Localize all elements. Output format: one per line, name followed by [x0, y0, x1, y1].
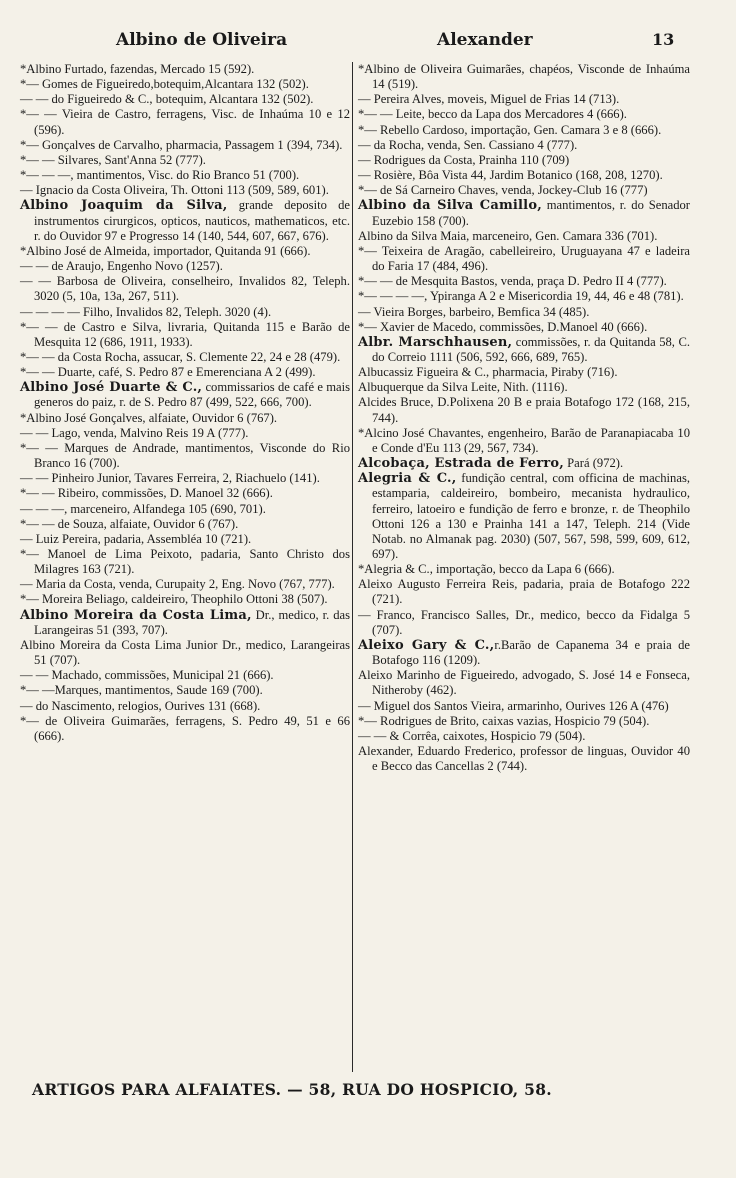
- header-right-guideword: Alexander: [437, 30, 533, 50]
- directory-entry: [358, 471, 690, 562]
- entry-text: *— — de Mesquita Bastos, venda, praça D. Pedro II 4 (777).: [358, 274, 667, 289]
- directory-entry: [358, 699, 690, 714]
- directory-entry: [20, 153, 350, 168]
- entry-text: *— Moreira Beliago, caldeireiro, Theophilo Ottoni 38 (507).: [20, 592, 328, 607]
- directory-entry: [20, 198, 350, 243]
- directory-entry: [358, 395, 690, 425]
- entry-text: *— — de Souza, alfaiate, Ouvidor 6 (767).: [20, 516, 239, 531]
- directory-entry: [20, 683, 350, 698]
- directory-entry: [358, 229, 690, 244]
- entry-text: *— — Ribeiro, commissões, D. Manoel 32 (666).: [20, 486, 273, 501]
- entry-text: — da Rocha, venda, Sen. Cassiano 4 (777).: [358, 137, 578, 152]
- column-divider: [352, 62, 353, 1072]
- directory-entry: [358, 426, 690, 456]
- directory-entry: [358, 577, 690, 607]
- directory-entry: [20, 305, 350, 320]
- directory-entry: [20, 699, 350, 714]
- entry-text: — do Nascimento, relogios, Ourives 131 (668).: [20, 698, 261, 713]
- entry-text: *Alcino José Chavantes, engenheiro, Barão de Paranapiacaba 10 e Conde d'Eu 113 (29, 567, 734).: [358, 425, 690, 455]
- entry-text: *Albino José de Almeida, importador, Quitanda 91 (666).: [20, 243, 311, 258]
- entry-text: grande deposito de instrumentos cirurgicos, opticos, nauticos, mathematicos, etc. r. do Ouvidor 97 e Progresso 14 (140, 544, 607, 667, 676).: [34, 198, 350, 243]
- directory-entry: [20, 244, 350, 259]
- directory-entry: [20, 608, 350, 638]
- entry-text: *Albino Furtado, fazendas, Mercado 15 (592).: [20, 62, 255, 76]
- entry-text: *— Manoel de Lima Peixoto, padaria, Santo Christo dos Milagres 163 (721).: [20, 547, 350, 577]
- entry-text: — — Lago, venda, Malvino Reis 19 A (777).: [20, 425, 249, 440]
- directory-entry: [358, 138, 690, 153]
- directory-entry: [358, 456, 690, 471]
- entry-text: *— — — —, Ypiranga A 2 e Misericordia 19, 44, 46 e 48 (781).: [358, 289, 684, 304]
- directory-entry: [358, 608, 690, 638]
- directory-entry: [20, 350, 350, 365]
- directory-entry: [20, 714, 350, 744]
- entry-text: — — de Araujo, Engenho Novo (1257).: [20, 259, 223, 274]
- entry-text: *— —Marques, mantimentos, Saude 169 (700).: [20, 683, 263, 698]
- entry-text: — Luiz Pereira, padaria, Assembléa 10 (721).: [20, 531, 252, 546]
- directory-entry: [20, 441, 350, 471]
- entry-text: *— de Oliveira Guimarães, ferragens, S. Pedro 49, 51 e 66 (666).: [20, 713, 350, 743]
- directory-entry: [358, 153, 690, 168]
- entry-text: *Alegria & C., importação, becco da Lapa 6 (666).: [358, 562, 615, 577]
- directory-entry: [20, 411, 350, 426]
- directory-entry: [358, 198, 690, 228]
- entry-text: — — & Corrêa, caixotes, Hospicio 79 (504).: [358, 728, 586, 743]
- entry-text: Dr., medico, r. das Larangeiras 51 (393, 707).: [34, 607, 350, 637]
- entry-text: *— — Silvares, Sant'Anna 52 (777).: [20, 152, 206, 167]
- entry-text: *— Xavier de Macedo, commissões, D.Manoel 40 (666).: [358, 319, 648, 334]
- entry-text: Aleixo Marinho de Figueiredo, advogado, S. José 14 e Fonseca, Nitheroby (462).: [358, 668, 690, 698]
- page-number: 13: [652, 30, 675, 49]
- entry-text: — Rosière, Bôa Vista 44, Jardim Botanico (168, 208, 1270).: [358, 168, 663, 183]
- entry-text: — — Pinheiro Junior, Tavares Ferreira, 2, Riachuelo (141).: [20, 471, 320, 486]
- entry-text: Aleixo Augusto Ferreira Reis, padaria, praia de Botafogo 222 (721).: [358, 577, 690, 607]
- entry-heading: Albino Joaquim da Silva,: [20, 198, 228, 214]
- left-column: [20, 62, 350, 744]
- entry-text: Albuquerque da Silva Leite, Nith. (1116).: [358, 380, 568, 395]
- directory-entry: [20, 380, 350, 410]
- entry-text: *— Teixeira de Aragão, cabelleireiro, Uruguayana 47 e ladeira do Faria 17 (484, 496).: [358, 243, 690, 274]
- entry-text: *— — —, mantimentos, Visc. do Rio Branco 51 (700).: [20, 168, 300, 183]
- header-left-guideword: Albino de Oliveira: [116, 30, 288, 50]
- directory-entry: [358, 168, 690, 183]
- entry-text: fundição central, com officina de machinas, estamparia, caldeireiro, bombeiro, mecanista hydraulico, ferreiro, latoeiro e fundição de ferro e bronze, r. de Theophilo Ottoni 126 a 130 e Prainha 141 a 147, Teleph. 214 (Vide Notab. no Almanak pag. 2030) (507, 567, 598, 599, 609, 612, 697).: [372, 471, 690, 561]
- running-head: [0, 30, 736, 54]
- entry-text: — Pereira Alves, moveis, Miguel de Frias 14 (713).: [358, 92, 620, 107]
- directory-entry: [358, 244, 690, 274]
- directory-entry: [20, 426, 350, 441]
- entry-text: Pará (972).: [564, 456, 624, 471]
- entry-text: — — Machado, commissões, Municipal 21 (666).: [20, 668, 274, 683]
- entry-text: — — do Figueiredo & C., botequim, Alcantara 132 (502).: [20, 92, 314, 107]
- directory-entry: [20, 320, 350, 350]
- directory-entry: [20, 274, 350, 304]
- entry-text: *— — de Castro e Silva, livraria, Quitanda 115 e Barão de Mesquita 12 (686, 1911, 1933).: [20, 319, 350, 349]
- directory-entry: [20, 638, 350, 668]
- entry-text: Alcides Bruce, D.Polixena 20 B e praia Botafogo 172 (168, 215, 744).: [358, 395, 690, 425]
- entry-text: *Albino de Oliveira Guimarães, chapéos, Visconde de Inhaúma 14 (519).: [358, 62, 690, 92]
- directory-entry: [358, 92, 690, 107]
- entry-text: — Franco, Francisco Salles, Dr., medico, becco da Fidalga 5 (707).: [358, 607, 690, 637]
- entry-text: *— — Leite, becco da Lapa dos Mercadores 4 (666).: [358, 107, 627, 122]
- entry-text: r.Barão de Capanema 34 e praia de Botafogo 116 (1209).: [372, 637, 691, 668]
- entry-heading: Alcobaça, Estrada de Ferro,: [358, 456, 565, 472]
- entry-text: — — Barbosa de Oliveira, conselheiro, Invalidos 82, Teleph. 3020 (5, 10a, 13a, 267, 511).: [20, 274, 350, 304]
- directory-entry: [358, 107, 690, 122]
- directory-entry: [20, 547, 350, 577]
- directory-entry: [358, 562, 690, 577]
- entry-text: commissarios de café e mais generos do paiz, r. de S. Pedro 87 (499, 522, 666, 700).: [34, 380, 351, 410]
- directory-entry: [20, 502, 350, 517]
- directory-entry: [20, 77, 350, 92]
- entry-text: *— — Vieira de Castro, ferragens, Visc. de Inhaúma 10 e 12 (596).: [20, 107, 350, 137]
- entry-text: — Rodrigues da Costa, Prainha 110 (709): [358, 152, 570, 167]
- directory-entry: [358, 123, 690, 138]
- directory-entry: [358, 289, 690, 304]
- footer-advertisement: ARTIGOS PARA ALFAIATES. — 58, RUA DO HOSPICIO, 58.: [32, 1080, 552, 1099]
- directory-entry: [358, 62, 690, 92]
- entry-heading: Alegria & C.,: [358, 471, 457, 487]
- directory-entry: [20, 168, 350, 183]
- entry-heading: Albr. Marschhausen,: [358, 334, 513, 350]
- entry-text: *— — da Costa Rocha, assucar, S. Clemente 22, 24 e 28 (479).: [20, 349, 341, 364]
- directory-entry: [358, 668, 690, 698]
- entry-text: commissões, r. da Quitanda 58, C. do Correio 1111 (506, 592, 666, 689, 765).: [372, 334, 690, 364]
- directory-entry: [358, 274, 690, 289]
- entry-text: — — —, marceneiro, Alfandega 105 (690, 701).: [20, 501, 266, 516]
- directory-entry: [358, 729, 690, 744]
- entry-text: — Maria da Costa, venda, Curupaity 2, Eng. Novo (767, 777).: [20, 577, 335, 592]
- entry-text: *— Gonçalves de Carvalho, pharmacia, Passagem 1 (394, 734).: [20, 137, 343, 152]
- directory-entry: [20, 532, 350, 547]
- entry-text: Albino Moreira da Costa Lima Junior Dr., medico, Larangeiras 51 (707).: [20, 637, 350, 668]
- entry-text: Albino da Silva Maia, marceneiro, Gen. Camara 336 (701).: [358, 228, 658, 243]
- directory-entry: [20, 138, 350, 153]
- entry-text: *— de Sá Carneiro Chaves, venda, Jockey-Club 16 (777): [358, 183, 648, 198]
- entry-text: — Ignacio da Costa Oliveira, Th. Ottoni 113 (509, 589, 601).: [20, 183, 329, 198]
- entry-heading: Albino Moreira da Costa Lima,: [20, 607, 252, 623]
- directory-entry: [358, 638, 690, 668]
- directory-entry: [358, 365, 690, 380]
- directory-entry: [20, 668, 350, 683]
- entry-text: *— Rebello Cardoso, importação, Gen. Camara 3 e 8 (666).: [358, 122, 662, 137]
- entry-text: — Miguel dos Santos Vieira, armarinho, Ourives 126 A (476): [358, 698, 669, 713]
- entry-text: *— Gomes de Figueiredo,botequim,Alcantara 132 (502).: [20, 77, 309, 92]
- entry-text: — — — — Filho, Invalidos 82, Teleph. 3020 (4).: [20, 304, 272, 319]
- directory-entry: [20, 107, 350, 137]
- directory-entry: [20, 577, 350, 592]
- entry-text: *— Rodrigues de Brito, caixas vazias, Hospicio 79 (504).: [358, 713, 650, 728]
- entry-text: Alexander, Eduardo Frederico, professor de linguas, Ouvidor 40 e Becco das Cancellas 2 (744).: [358, 744, 690, 774]
- directory-entry: [20, 62, 350, 77]
- directory-entry: [358, 744, 690, 774]
- entry-text: *— — Marques de Andrade, mantimentos, Visconde do Rio Branco 16 (700).: [20, 440, 350, 471]
- directory-entry: [20, 92, 350, 107]
- directory-entry: [20, 365, 350, 380]
- entry-text: mantimentos, r. do Senador Euzebio 158 (700).: [372, 198, 690, 228]
- entry-text: Albucassiz Figueira & C., pharmacia, Piraby (716).: [358, 365, 618, 380]
- directory-entry: [20, 517, 350, 532]
- directory-entry: [358, 183, 690, 198]
- directory-entry: [358, 380, 690, 395]
- entry-text: *— — Duarte, café, S. Pedro 87 e Emerenciana A 2 (499).: [20, 365, 316, 380]
- entry-text: *Albino José Gonçalves, alfaiate, Ouvidor 6 (767).: [20, 410, 278, 425]
- directory-entry: [358, 305, 690, 320]
- right-column: [358, 62, 690, 774]
- entry-heading: Aleixo Gary & C.,: [358, 637, 495, 653]
- directory-entry: [20, 471, 350, 486]
- directory-entry: [20, 486, 350, 501]
- directory-entry: [20, 183, 350, 198]
- directory-entry: [358, 335, 690, 365]
- directory-entry: [20, 592, 350, 607]
- directory-entry: [358, 714, 690, 729]
- entry-heading: Albino José Duarte & C.,: [20, 380, 203, 396]
- directory-entry: [358, 320, 690, 335]
- entry-heading: Albino da Silva Camillo,: [358, 198, 542, 214]
- entry-text: — Vieira Borges, barbeiro, Bemfica 34 (485).: [358, 304, 590, 319]
- directory-entry: [20, 259, 350, 274]
